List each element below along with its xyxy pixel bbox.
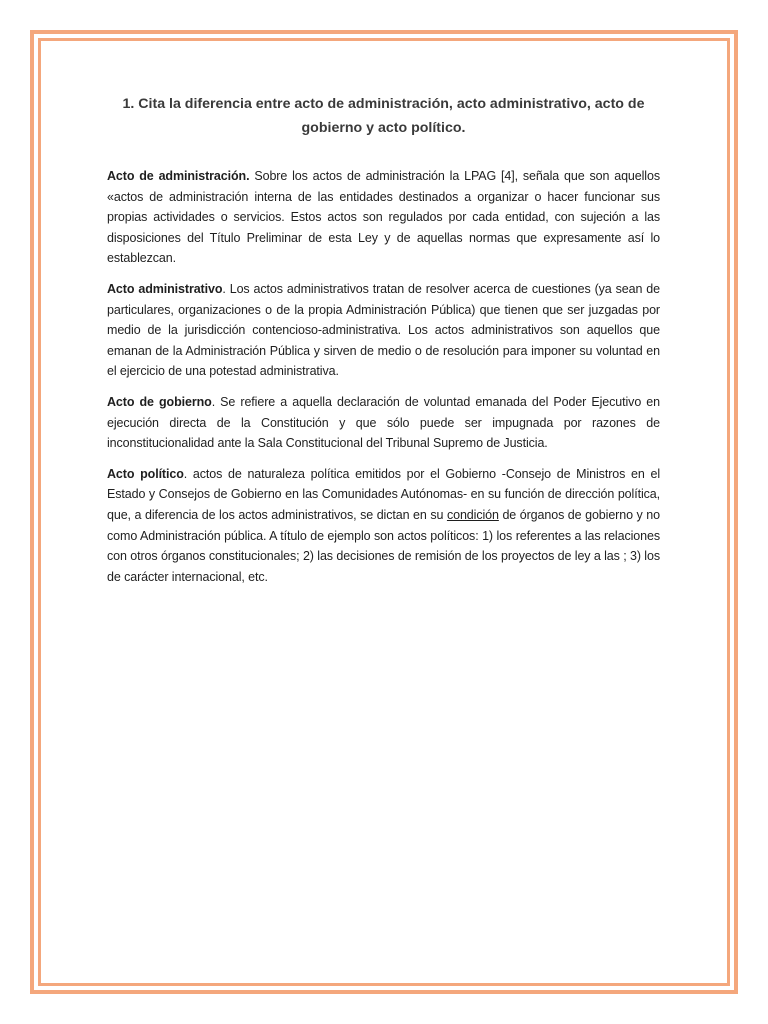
paragraph-acto-administrativo [107,279,660,382]
paragraph-acto-gobierno [107,392,660,454]
heading-acto-gobierno: Acto de gobierno [107,394,212,409]
document-title: 1. Cita la diferencia entre acto de administración, acto administrativo, acto de gobierno y acto político. [122,96,645,136]
heading-acto-administracion: Acto de administración. [107,169,250,183]
heading-acto-politico: Acto político [107,466,184,481]
heading-acto-administrativo: Acto administrativo [107,281,223,296]
document-body [107,92,660,597]
underlined-word-condicion: condición [446,507,499,522]
text-acto-politico-before: . actos de naturaleza política emitidos por el Gobierno -Consejo de Ministros en el Estado y Consejos de Gobierno en las Comunidades Autónomas- en su función de dirección política, que, a diferencia de los actos administrativos, se dictan en su [107,466,660,522]
text-acto-politico-after: de órganos de gobierno y no como Administración pública. A título de ejemplo son actos políticos: 1) los referentes a las relaciones con otros órganos constitucionales; 2) las decisiones de remisión de los proyectos de ley a las ; 3) los de carácter internacional, etc. [107,507,660,584]
text-acto-administracion: Sobre los actos de administración la LPAG [4], señala que son aquellos «actos de administración interna de las entidades destinados a organizar o hacer funcionar sus propias actividades o servicios. Estos actos son regulados por cada entidad, con sujeción a las disposiciones del Título Preliminar de esta Ley y de aquellas normas que expresamente así lo establezcan. [107,169,660,266]
paragraph-acto-politico [107,464,660,588]
text-acto-gobierno: . Se refiere a aquella declaración de voluntad emanada del Poder Ejecutivo en ejecución directa de la Constitución y que sólo puede ser impugnada por razones de inconstitucionalidad ante la Sala Constitucional del Tribunal Supremo de Justicia. [107,394,660,451]
text-acto-administrativo: . Los actos administrativos tratan de resolver acerca de cuestiones (ya sean de particulares, organizaciones o de la propia Administración Pública) que tienen que ser juzgadas por medio de la jurisdicción contencioso-administrativa. Los actos administrativos son aquellos que emanan de la Administración Pública y sirven de medio o de resolución para imponer su voluntad en el ejercicio de una potestad administrativa. [107,281,660,379]
paragraph-acto-administracion [107,166,660,269]
